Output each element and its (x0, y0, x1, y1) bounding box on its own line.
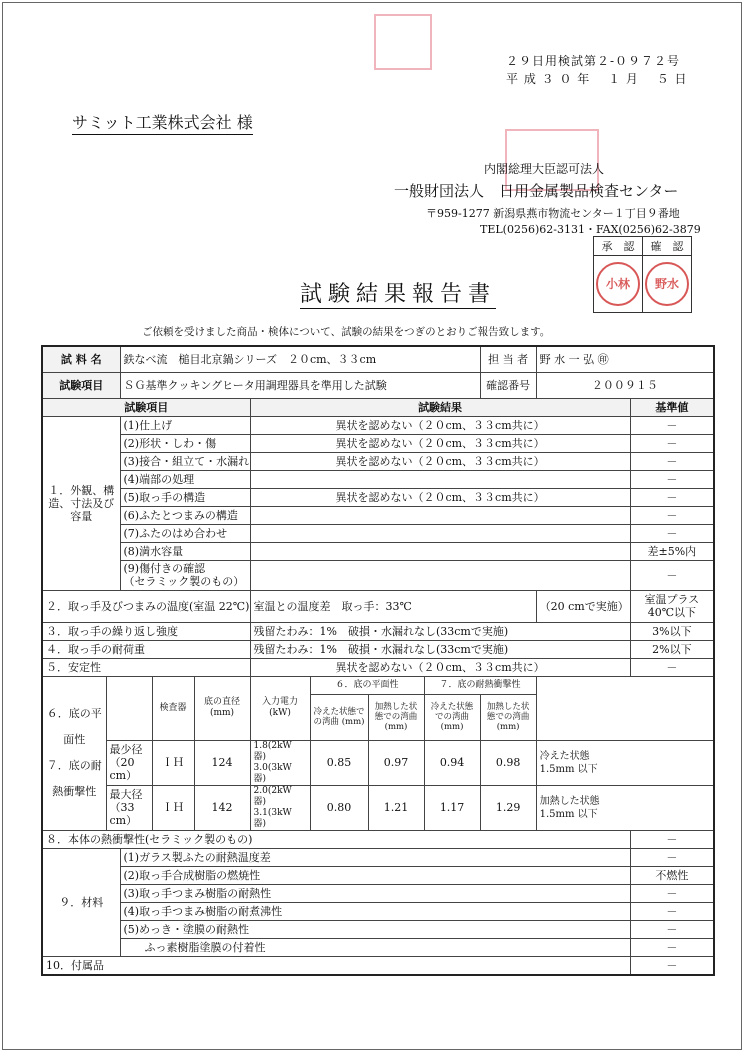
s1-row-name: (1)仕上げ (120, 416, 250, 434)
s9-row-std: － (630, 848, 714, 866)
heat-hot-header: 加熱した状態での湾曲 (mm) (480, 694, 536, 740)
flat-hot-value: 1.21 (368, 785, 424, 830)
approval-label: 承 認 (594, 237, 643, 256)
diameter-header: 底の直径 (mm) (194, 676, 250, 740)
size-label: 最大径 (109, 788, 143, 801)
s9-row-name: (2)取っ手合成樹脂の燃焼性 (120, 866, 630, 884)
s1-row-name: (2)形状・しわ・傷 (120, 434, 250, 452)
size-note: （20 cm） (109, 756, 138, 782)
org-name: 一般財団法人 日用金属製品検査センター (394, 182, 679, 200)
power-value: 2.0(2kW 器) (253, 785, 292, 807)
heat-hot-value: 1.29 (480, 785, 536, 830)
s1-row-result: 異状を認めない（２０cm、３３cm共に） (250, 488, 630, 506)
seal-stamp (374, 14, 432, 70)
s1-row-std: － (630, 524, 714, 542)
section3-result: 残留たわみ：1% 破損・水漏れなし(33cmで実施) (250, 622, 630, 640)
s1-row-result: 異状を認めない（２０cm、３３cm共に） (250, 416, 630, 434)
confirm-stamp: 野水 (645, 262, 689, 306)
s1-row-name: (6)ふたとつまみの構造 (120, 506, 250, 524)
s9-row-name: ふっ素樹脂塗膜の付着性 (120, 938, 630, 956)
flatness-header: ６．底の平面性 (310, 676, 424, 694)
section9-label: ９．材料 (42, 848, 120, 956)
section2-result: 室温との温度差 取っ手：33℃ (250, 590, 536, 622)
flat-cold-value: 0.80 (310, 785, 368, 830)
power-value: 3.0(3kW 器) (253, 762, 292, 784)
section1-label: １．外観、構造、寸法及び容量 (42, 416, 120, 590)
tester-header: 検査器 (152, 676, 194, 740)
approval-box (593, 236, 692, 313)
heat-cold-value: 0.94 (424, 740, 480, 785)
section5-name: ５．安定性 (42, 658, 250, 676)
s1-row-std: － (630, 560, 714, 590)
col-result-header: 試験結果 (250, 398, 630, 416)
flat-cold-value: 0.85 (310, 740, 368, 785)
confirm-number-label: 確認番号 (480, 372, 536, 398)
power-value: 3.1(3kW 器) (253, 807, 292, 829)
std-cold-label: 冷えた状態 (539, 750, 590, 762)
section7-label: ７．底の耐熱衝撃性 (46, 759, 102, 798)
staff-value: 野 水 一 弘 ㊞ (536, 346, 714, 372)
section8-std: － (630, 830, 714, 848)
s9-row-std: － (630, 884, 714, 902)
confirm-number-value: ２００９１５ (536, 372, 714, 398)
approval-stamp: 小林 (596, 262, 640, 306)
s1-row-std: － (630, 488, 714, 506)
power-value: 1.8(2kW 器) (253, 740, 292, 762)
s1-row-std: 差±5%内 (630, 542, 714, 560)
staff-label: 担 当 者 (480, 346, 536, 372)
s9-row-name: (4)取っ手つまみ樹脂の耐煮沸性 (120, 902, 630, 920)
flat-hot-value: 0.97 (368, 740, 424, 785)
s9-row-name: (1)ガラス製ふたの耐熱温度差 (120, 848, 630, 866)
section4-result: 残留たわみ：1% 破損・水漏れなし(33cmで実施) (250, 640, 630, 658)
std-hot-label: 加熱した状態 (539, 795, 600, 807)
section3-name: ３．取っ手の繰り返し強度 (42, 622, 250, 640)
sample-label: 試 料 名 (42, 346, 120, 372)
s1-row-result (250, 470, 630, 488)
s9-row-std: － (630, 938, 714, 956)
intro-text: ご依頼を受けました商品・検体について、試験の結果をつぎのとおりご報告致します。 (142, 326, 551, 338)
s1-row-std: － (630, 416, 714, 434)
report-title: 試験結果報告書 (300, 277, 496, 309)
col-standard-header: 基準値 (630, 398, 714, 416)
size-label: 最少径 (109, 743, 143, 756)
org-address: 〒959-1277 新潟県燕市物流センター１丁目９番地 (426, 207, 680, 220)
section4-std: 2%以下 (630, 640, 714, 658)
s9-row-std: － (630, 920, 714, 938)
power-header: 入力電力 (kW) (250, 676, 310, 740)
section3-std: 3%以下 (630, 622, 714, 640)
s1-row-name: (8)満水容量 (120, 542, 250, 560)
addressee: サミット工業株式会社 様 (72, 110, 253, 135)
results-table (41, 345, 715, 976)
section2-name: ２．取っ手及びつまみの温度(室温 22℃) (42, 590, 250, 622)
s1-row-name: (3)接合・組立て・水漏れ (120, 452, 250, 470)
confirm-label: 確 認 (643, 237, 692, 256)
s1-row-result (250, 560, 630, 590)
doc-date: 平 成 ３ ０ 年 １ 月 ５ 日 (506, 72, 688, 86)
section2-result-note: （20 cmで実施） (536, 590, 630, 622)
heat-hot-value: 0.98 (480, 740, 536, 785)
s1-row-result (250, 524, 630, 542)
s1-row-name: (5)取っ手の構造 (120, 488, 250, 506)
heat-cold-header: 冷えた状態での湾曲 (mm) (424, 694, 480, 740)
org-contact: TEL(0256)62-3131・FAX(0256)62-3879 (480, 223, 701, 236)
diameter-value: 142 (194, 785, 250, 830)
s1-row-name: (7)ふたのはめ合わせ (120, 524, 250, 542)
flat-hot-header: 加熱した状態での湾曲 (mm) (368, 694, 424, 740)
s1-row-std: － (630, 506, 714, 524)
s1-row-name-note: （セラミック製のもの） (123, 575, 245, 588)
heat-cold-value: 1.17 (424, 785, 480, 830)
s9-row-name: (3)取っ手つまみ樹脂の耐熱性 (120, 884, 630, 902)
size-note: （33 cm） (109, 801, 138, 827)
s1-row-result: 異状を認めない（２０cm、３３cm共に） (250, 452, 630, 470)
s9-row-std: － (630, 902, 714, 920)
s1-row-result (250, 542, 630, 560)
tester-value: ＩＨ (152, 740, 194, 785)
diameter-value: 124 (194, 740, 250, 785)
s1-row-name: (4)端部の処理 (120, 470, 250, 488)
section4-name: ４．取っ手の耐荷重 (42, 640, 250, 658)
std-cold-value: 1.5mm 以下 (539, 763, 598, 775)
test-item-label: 試験項目 (42, 372, 120, 398)
s1-row-std: － (630, 452, 714, 470)
tester-value: ＩＨ (152, 785, 194, 830)
section6-label: ６．底の平面性 (46, 707, 102, 746)
section10-std: － (630, 956, 714, 975)
doc-number: ２９日用検試第２-０９７２号 (506, 54, 681, 68)
s9-row-std: 不燃性 (630, 866, 714, 884)
s1-row-std: － (630, 434, 714, 452)
section5-std: － (630, 658, 714, 676)
s1-row-result (250, 506, 630, 524)
test-item-value: ＳＧ基準クッキングヒータ用調理器具を準用した試験 (120, 372, 480, 398)
std-hot-value: 1.5mm 以下 (539, 808, 598, 820)
s1-row-result: 異状を認めない（２０cm、３３cm共に） (250, 434, 630, 452)
section8-name: ８．本体の熱衝撃性(セラミック製のもの) (42, 830, 630, 848)
s1-row-std: － (630, 470, 714, 488)
s9-row-name: (5)めっき・塗膜の耐熱性 (120, 920, 630, 938)
sample-value: 鉄なべ流 槌目北京鍋シリーズ ２０cm、３３cm (120, 346, 480, 372)
heat-shock-header: ７．底の耐熱衝撃性 (424, 676, 536, 694)
flat-cold-header: 冷えた状態での湾曲 (mm) (310, 694, 368, 740)
section2-std: 室温プラス 40℃以下 (630, 590, 714, 622)
col-item-header: 試験項目 (42, 398, 250, 416)
section10-name: 10．付属品 (42, 956, 630, 975)
org-line1: 内閣総理大臣認可法人 (484, 162, 605, 176)
s1-row-name: (9)傷付きの確認 (123, 562, 206, 575)
section5-result: 異状を認めない（２０cm、３３cm共に） (250, 658, 630, 676)
